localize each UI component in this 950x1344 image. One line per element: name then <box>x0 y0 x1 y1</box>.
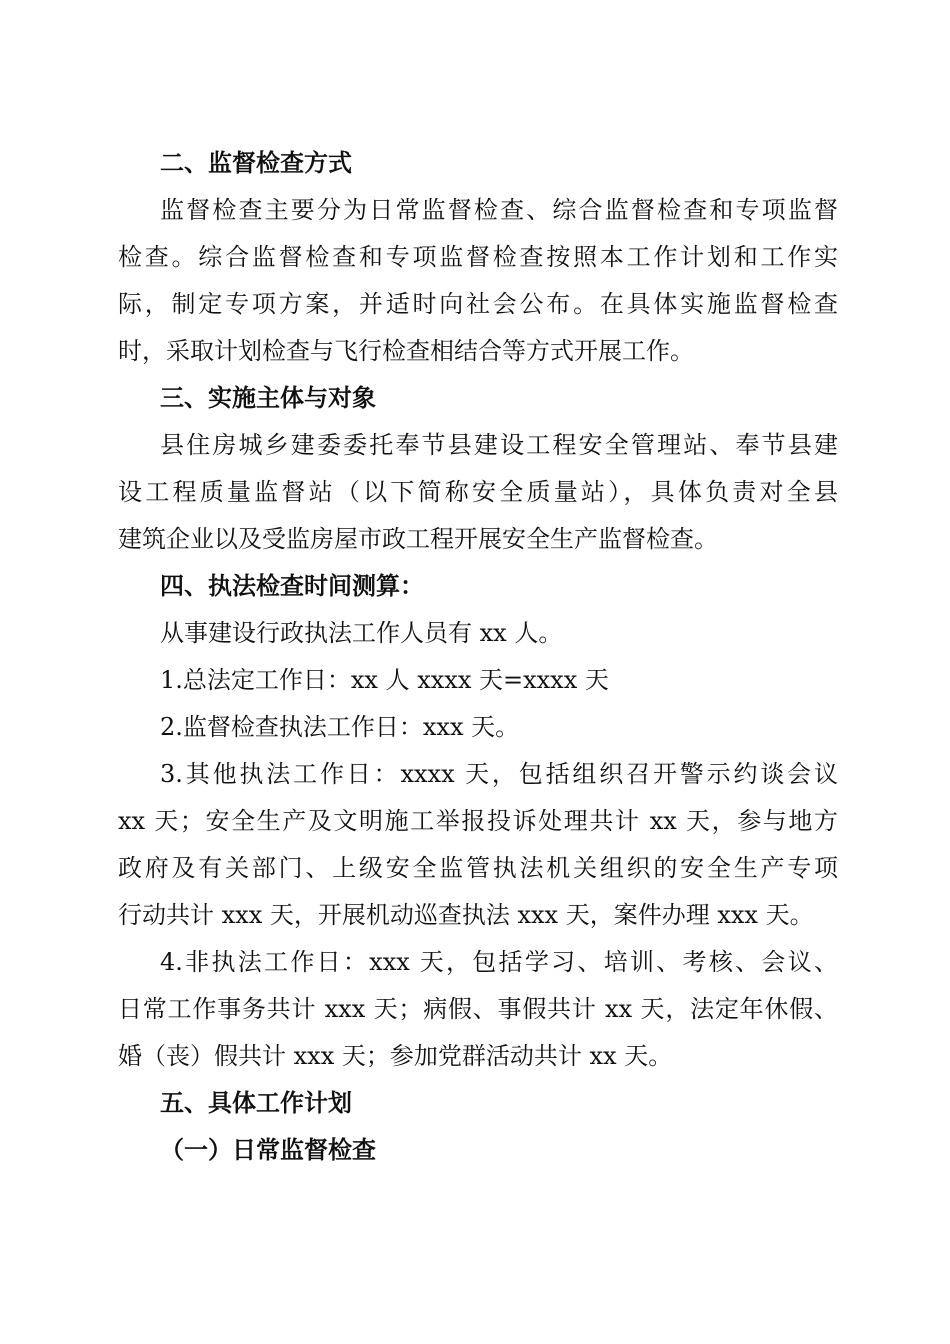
list-item: 3.其他执法工作日：xxxx 天，包括组织召开警示约谈会议 <box>160 760 838 788</box>
paragraph-line: 时，采取计划检查与飞行检查相结合等方式开展工作。 <box>118 337 694 365</box>
paragraph-line: 设工程质量监督站（以下简称安全质量站），具体负责对全县 <box>118 478 838 506</box>
paragraph-line: xx 天；安全生产及文明施工举报投诉处理共计 xx 天，参与地方 <box>118 807 838 835</box>
subsection-heading-daily-supervision: （一）日常监督检查 <box>160 1136 376 1164</box>
paragraph-line: 县住房城乡建委委托奉节县建设工程安全管理站、奉节县建 <box>160 431 838 459</box>
list-item: 2.监督检查执法工作日：xxx 天。 <box>160 713 520 741</box>
document-body <box>118 140 838 1174</box>
paragraph-line: 行动共计 xxx 天，开展机动巡查执法 xxx 天，案件办理 xxx 天。 <box>118 901 814 929</box>
section-heading-implementation-subject: 三、实施主体与对象 <box>160 384 376 412</box>
paragraph-line: 检查。综合监督检查和专项监督检查按照本工作计划和工作实 <box>118 243 838 271</box>
paragraph-line: 日常工作事务共计 xxx 天；病假、事假共计 xx 天，法定年休假、 <box>118 995 838 1023</box>
section-heading-time-calculation: 四、执法检查时间测算： <box>160 572 424 600</box>
paragraph-line: 监督检查主要分为日常监督检查、综合监督检查和专项监督 <box>160 196 838 224</box>
list-item: 4.非执法工作日：xxx 天，包括学习、培训、考核、会议、 <box>160 948 838 976</box>
section-heading-work-plan: 五、具体工作计划 <box>160 1089 352 1117</box>
paragraph-line: 建筑企业以及受监房屋市政工程开展安全生产监督检查。 <box>118 525 718 553</box>
list-item: 1.总法定工作日：xx 人 xxxx 天=xxxx 天 <box>160 666 609 694</box>
section-heading-supervision-method: 二、监督检查方式 <box>160 149 352 177</box>
paragraph-line: 政府及有关部门、上级安全监管执法机关组织的安全生产专项 <box>118 854 838 882</box>
paragraph-line: 从事建设行政执法工作人员有 xx 人。 <box>160 619 563 647</box>
paragraph-line: 际，制定专项方案，并适时向社会公布。在具体实施监督检查 <box>118 290 838 318</box>
paragraph-line: 婚（丧）假共计 xxx 天；参加党群活动共计 xx 天。 <box>118 1042 673 1070</box>
